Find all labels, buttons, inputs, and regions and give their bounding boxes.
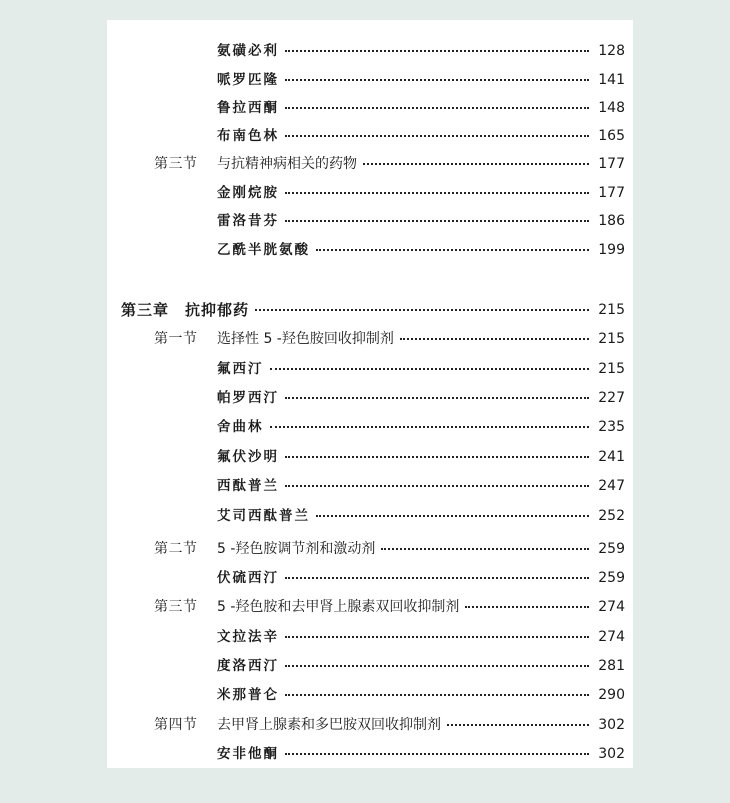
toc-page-number: 165 xyxy=(598,128,625,144)
toc-page-number: 199 xyxy=(598,242,625,258)
toc-leader-dots xyxy=(381,548,589,550)
toc-section-row[interactable] xyxy=(107,536,633,562)
toc-page-number: 235 xyxy=(598,419,625,435)
toc-entry-row[interactable] xyxy=(107,624,633,650)
toc-entry-title: 雷洛昔芬 xyxy=(217,208,285,234)
toc-page-number: 227 xyxy=(598,390,625,406)
toc-page-number: 186 xyxy=(598,213,625,229)
toc-entry-title: 帕罗西汀 xyxy=(217,385,285,411)
toc-entry-row[interactable] xyxy=(107,208,633,234)
toc-leader-dots xyxy=(285,135,589,137)
toc-entry-row[interactable] xyxy=(107,503,633,529)
toc-entry-title: 文拉法辛 xyxy=(217,624,285,650)
toc-leader-dots xyxy=(270,426,589,428)
toc-page-number: 274 xyxy=(598,599,625,615)
toc-page-number: 215 xyxy=(598,361,625,377)
toc-section-row[interactable] xyxy=(107,151,633,177)
toc-section-number: 第三节 xyxy=(154,156,198,172)
toc-leader-dots xyxy=(270,368,589,370)
toc-entry-title: 鲁拉西酮 xyxy=(217,95,285,121)
toc-entry-title: 度洛西汀 xyxy=(217,653,285,679)
toc-entry-title: 5 -羟色胺和去甲肾上腺素双回收抑制剂 xyxy=(217,594,465,620)
toc-leader-dots xyxy=(447,724,589,726)
toc-page-number: 281 xyxy=(598,658,625,674)
toc-leader-dots xyxy=(255,309,589,311)
toc-leader-dots xyxy=(285,665,589,667)
toc-section-number: 第一节 xyxy=(154,331,198,347)
toc-leader-dots xyxy=(285,397,589,399)
toc-section-number: 第四节 xyxy=(154,717,198,733)
toc-leader-dots xyxy=(285,577,589,579)
toc-entry-row[interactable] xyxy=(107,385,633,411)
toc-page-number: 274 xyxy=(598,629,625,645)
toc-page-number: 241 xyxy=(598,449,625,465)
toc-leader-dots xyxy=(285,107,589,109)
toc-leader-dots xyxy=(316,249,589,251)
toc-page-number: 215 xyxy=(598,331,625,347)
toc-leader-dots xyxy=(285,753,589,755)
toc-entry-row[interactable] xyxy=(107,67,633,93)
toc-leader-dots xyxy=(316,515,589,517)
toc-entry-row[interactable] xyxy=(107,653,633,679)
toc-entry-title: 安非他酮 xyxy=(217,741,285,767)
toc-entry-title: 哌罗匹隆 xyxy=(217,67,285,93)
toc-page-number: 141 xyxy=(598,72,625,88)
toc-page-number: 252 xyxy=(598,508,625,524)
toc-leader-dots xyxy=(465,606,589,608)
toc-entry-title: 5 -羟色胺调节剂和激动剂 xyxy=(217,536,381,562)
toc-entry-row[interactable] xyxy=(107,444,633,470)
toc-leader-dots xyxy=(285,50,589,52)
toc-entry-row[interactable] xyxy=(107,414,633,440)
toc-chapter-row[interactable] xyxy=(107,297,633,323)
toc-entry-title: 舍曲林 xyxy=(217,414,270,440)
toc-entry-title: 与抗精神病相关的药物 xyxy=(217,151,363,177)
toc-leader-dots xyxy=(285,79,589,81)
toc-entry-title: 米那普仑 xyxy=(217,682,285,708)
toc-entry-row[interactable] xyxy=(107,682,633,708)
toc-entry-title: 金刚烷胺 xyxy=(217,180,285,206)
toc-entry-title: 布南色林 xyxy=(217,123,285,149)
toc-entry-title: 氟西汀 xyxy=(217,356,270,382)
toc-page-number: 177 xyxy=(598,156,625,172)
toc-page-number: 215 xyxy=(598,302,625,318)
toc-page-number: 302 xyxy=(598,717,625,733)
toc-page-number: 259 xyxy=(598,570,625,586)
toc-section-row[interactable] xyxy=(107,326,633,352)
toc-leader-dots xyxy=(285,694,589,696)
toc-entry-row[interactable] xyxy=(107,95,633,121)
toc-leader-dots xyxy=(400,338,589,340)
toc-page-number: 128 xyxy=(598,43,625,59)
toc-entry-title: 西酞普兰 xyxy=(217,473,285,499)
toc-page-number: 259 xyxy=(598,541,625,557)
toc-section-row[interactable] xyxy=(107,712,633,738)
toc-page-number: 247 xyxy=(598,478,625,494)
toc-leader-dots xyxy=(285,192,589,194)
toc-entry-row[interactable] xyxy=(107,237,633,263)
toc-entry-row[interactable] xyxy=(107,123,633,149)
toc-entry-row[interactable] xyxy=(107,180,633,206)
toc-section-number: 第二节 xyxy=(154,541,198,557)
toc-leader-dots xyxy=(285,220,589,222)
toc-page-number: 290 xyxy=(598,687,625,703)
toc-entry-title: 伏硫西汀 xyxy=(217,565,285,591)
toc-page-number: 148 xyxy=(598,100,625,116)
toc-page xyxy=(107,20,633,768)
toc-entry-title: 乙酰半胱氨酸 xyxy=(217,237,316,263)
toc-leader-dots xyxy=(285,485,589,487)
toc-page-number: 302 xyxy=(598,746,625,762)
toc-entry-row[interactable] xyxy=(107,356,633,382)
toc-leader-dots xyxy=(285,636,589,638)
toc-entry-row[interactable] xyxy=(107,38,633,64)
toc-entry-row[interactable] xyxy=(107,473,633,499)
toc-entry-title: 艾司西酞普兰 xyxy=(217,503,316,529)
toc-leader-dots xyxy=(285,456,589,458)
toc-entry-row[interactable] xyxy=(107,565,633,591)
toc-entry-row[interactable] xyxy=(107,741,633,767)
toc-page-number: 177 xyxy=(598,185,625,201)
toc-entry-title: 第三章 抗抑郁药 xyxy=(121,297,255,323)
toc-section-number: 第三节 xyxy=(154,599,198,615)
toc-entry-title: 选择性 5 -羟色胺回收抑制剂 xyxy=(217,326,400,352)
toc-entry-title: 氟伏沙明 xyxy=(217,444,285,470)
toc-section-row[interactable] xyxy=(107,594,633,620)
toc-leader-dots xyxy=(363,163,589,165)
toc-entry-title: 去甲肾上腺素和多巴胺双回收抑制剂 xyxy=(217,712,447,738)
toc-entry-title: 氨磺必利 xyxy=(217,38,285,64)
